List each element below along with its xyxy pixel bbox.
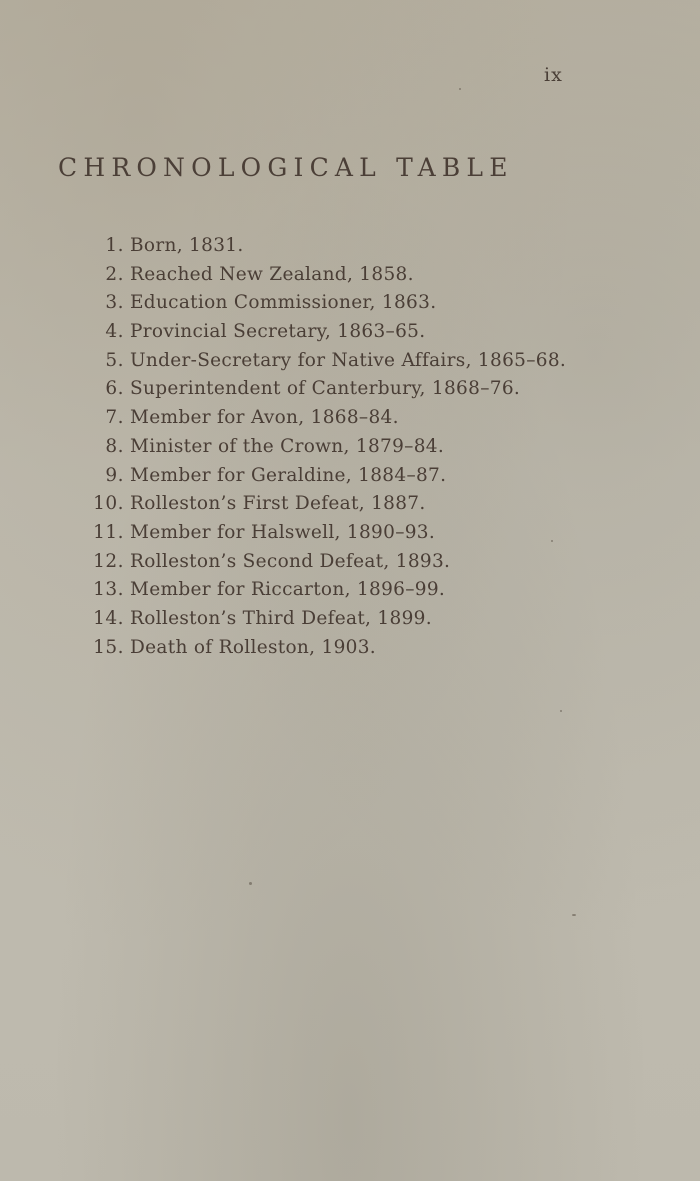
list-item [60, 462, 566, 491]
page-title: CHRONOLOGICAL TABLE [58, 153, 514, 182]
entry-text: Minister of the Crown, 1879–84. [130, 435, 445, 457]
paper-speck [572, 914, 576, 916]
entry-number: 11. [93, 521, 124, 543]
entry-text: Provincial Secretary, 1863–65. [130, 321, 426, 343]
entry-text: Superintendent of Canterbury, 1868–76. [130, 378, 521, 400]
paper-speck [560, 710, 562, 712]
entry-text: Member for Avon, 1868–84. [130, 407, 399, 429]
list-item [60, 261, 566, 290]
list-item [60, 375, 566, 404]
entry-text: Member for Geraldine, 1884–87. [130, 464, 447, 486]
entry-number: 9. [105, 464, 124, 486]
paper-speck [551, 540, 553, 542]
entry-number: 6. [105, 378, 124, 400]
list-item [60, 605, 566, 634]
paper-speck [459, 88, 461, 90]
entry-text: Born, 1831. [130, 235, 244, 256]
entry-number: 10. [93, 493, 124, 515]
entry-number: 12. [93, 550, 124, 572]
list-item [60, 548, 566, 577]
entry-number: 13. [93, 579, 124, 601]
list-item [60, 232, 566, 261]
entry-number: 7. [105, 407, 124, 429]
entry-text: Death of Rolleston, 1903. [130, 636, 376, 658]
list-item [60, 519, 566, 548]
entry-text: Under-Secretary for Native Affairs, 1865–68. [130, 349, 567, 371]
entry-text: Rolleston’s First Defeat, 1887. [130, 493, 426, 515]
page-number: ix [544, 64, 563, 86]
entry-number: 4. [105, 321, 124, 343]
entry-number: 1. [105, 235, 124, 256]
entry-number: 8. [105, 435, 124, 457]
list-item [60, 347, 566, 376]
chronology-list [60, 232, 566, 662]
entry-text: Reached New Zealand, 1858. [130, 263, 414, 285]
list-item [60, 576, 566, 605]
entry-text: Member for Riccarton, 1896–99. [130, 579, 446, 601]
list-item [60, 433, 566, 462]
list-item [60, 289, 566, 318]
list-item [60, 404, 566, 433]
entry-number: 3. [105, 292, 124, 314]
entry-text: Member for Halswell, 1890–93. [130, 521, 436, 543]
entry-number: 2. [105, 263, 124, 285]
entry-text: Rolleston’s Third Defeat, 1899. [130, 607, 432, 629]
list-item [60, 318, 566, 347]
entry-text: Rolleston’s Second Defeat, 1893. [130, 550, 451, 572]
entry-text: Education Commissioner, 1863. [130, 292, 437, 314]
paper-speck [249, 882, 252, 885]
list-item [60, 634, 566, 663]
entry-number: 5. [105, 349, 124, 371]
list-item [60, 490, 566, 519]
entry-number: 15. [93, 636, 124, 658]
entry-number: 14. [93, 607, 124, 629]
